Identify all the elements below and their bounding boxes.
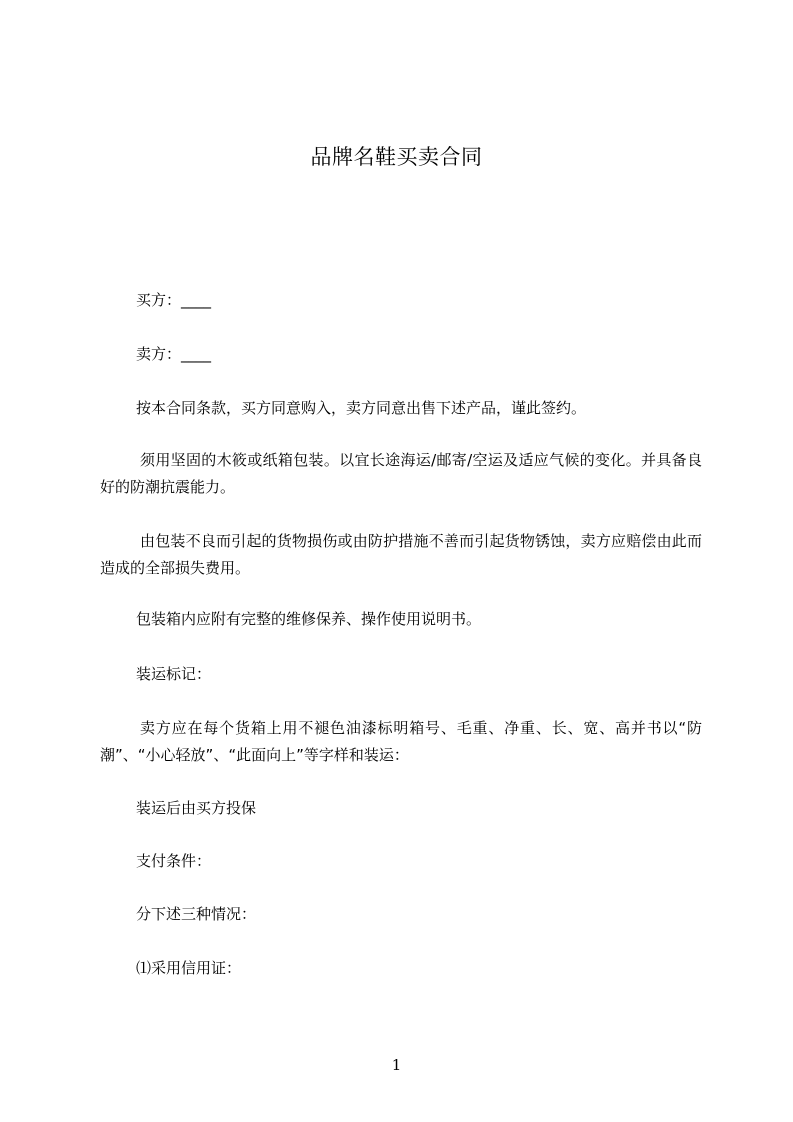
packaging-paragraph: 须用坚固的木筱或纸箱包装。以宜长途海运/邮寄/空运及适应气候的变化。并具备良好的防潮抗震能力。 [100, 451, 702, 496]
insurance-line: 装运后由买方投保 [136, 799, 257, 817]
agreement-paragraph: 按本合同条款，买方同意购入，卖方同意出售下述产品，谨此签约。 [136, 399, 587, 417]
page-number: 1 [391, 1056, 402, 1074]
seller-line: 卖方：____ [136, 345, 212, 363]
buyer-line: 买方：____ [136, 291, 212, 309]
shipping-marks-heading: 装运标记： [136, 665, 212, 683]
payment-terms-heading: 支付条件： [136, 852, 212, 870]
letter-of-credit-line: ⑴采用信用证： [136, 959, 242, 977]
document-title: 品牌名鞋买卖合同 [310, 145, 483, 169]
manual-paragraph: 包装箱内应附有完整的维修保养、操作使用说明书。 [136, 610, 482, 628]
damage-paragraph: 由包装不良而引起的货物损伤或由防护措施不善而引起货物锈蚀，卖方应赔偿由此而造成的全部损失费用。 [100, 532, 702, 577]
shipping-marks-paragraph: 卖方应在每个货箱上用不褪色油漆标明箱号、毛重、净重、长、宽、高并书以“防潮”、“小心轻放”、“此面向上”等字样和装运： [100, 719, 702, 764]
three-cases-line: 分下述三种情况： [136, 905, 257, 923]
